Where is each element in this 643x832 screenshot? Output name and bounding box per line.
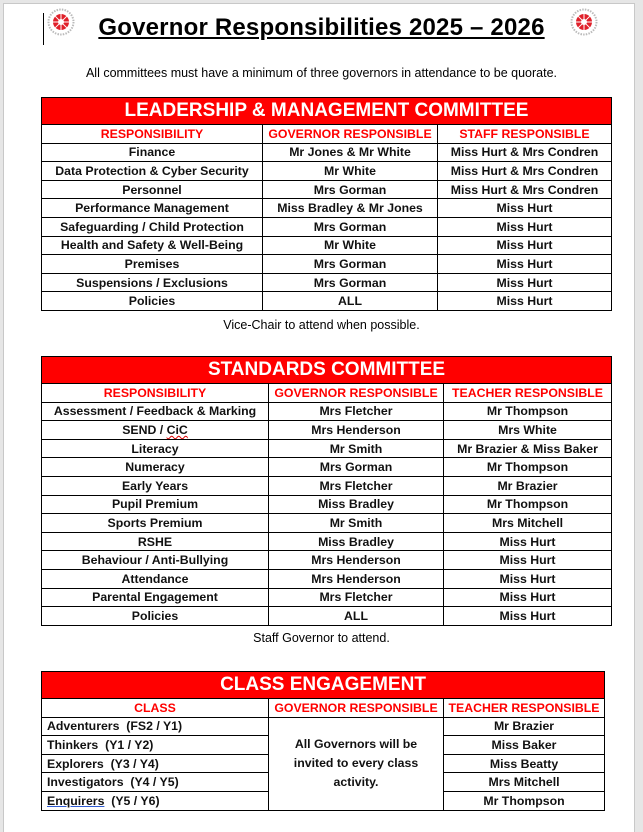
governor-cell: Mr Smith (269, 439, 444, 458)
governor-cell: Mrs Henderson (269, 569, 444, 588)
governor-cell: Mrs Fletcher (269, 476, 444, 495)
class-years: (Y3 / Y4) (103, 756, 159, 771)
table-row (42, 402, 612, 421)
table-row (42, 143, 612, 162)
leadership-committee-table (41, 97, 612, 311)
class-cell (42, 791, 269, 810)
table-row (42, 569, 612, 588)
governor-cell: Mrs Fletcher (269, 402, 444, 421)
class-cell (42, 773, 269, 792)
table-row (42, 588, 612, 607)
column-header: GOVERNOR RESPONSIBLE (263, 125, 438, 144)
staff-cell: Miss Hurt & Mrs Condren (438, 143, 612, 162)
responsibility-cell: Pupil Premium (42, 495, 269, 514)
governor-cell: Mr White (263, 162, 438, 181)
governor-cell: Mrs Henderson (269, 551, 444, 570)
column-header: TEACHER RESPONSIBLE (444, 699, 605, 718)
class-cell (42, 754, 269, 773)
responsibility-cell (42, 421, 269, 440)
class-name: Explorers (47, 756, 104, 771)
column-header: TEACHER RESPONSIBLE (444, 384, 612, 403)
governor-cell: Mr White (263, 236, 438, 255)
teacher-cell: Mrs White (444, 421, 612, 440)
table-row (42, 236, 612, 255)
class-cell (42, 717, 269, 736)
governor-cell: Miss Bradley (269, 495, 444, 514)
table-row (42, 458, 612, 477)
teacher-cell: Miss Baker (444, 736, 605, 755)
class-name: Adventurers (47, 719, 120, 734)
responsibility-cell: Literacy (42, 439, 269, 458)
class-years: (FS2 / Y1) (119, 719, 183, 734)
teacher-cell: Miss Hurt (444, 607, 612, 626)
teacher-cell: Mr Thompson (444, 458, 612, 477)
column-header: STAFF RESPONSIBLE (438, 125, 612, 144)
responsibility-cell: Premises (42, 255, 263, 274)
table-row (42, 421, 612, 440)
teacher-cell: Miss Hurt (444, 569, 612, 588)
table-row (42, 255, 612, 274)
page-title: Governor Responsibilities 2025 – 2026 (98, 14, 545, 41)
standards-committee-table (41, 356, 612, 626)
table-row (42, 514, 612, 533)
governor-cell: Mrs Fletcher (269, 588, 444, 607)
column-header: CLASS (42, 699, 269, 718)
teacher-cell: Mr Thompson (444, 402, 612, 421)
table-row (42, 476, 612, 495)
governor-cell: Miss Bradley (269, 532, 444, 551)
governor-note-cell: All Governors will be invited to every class activity. (269, 717, 444, 810)
responsibility-cell: Numeracy (42, 458, 269, 477)
leadership-note: Vice-Chair to attend when possible. (223, 318, 420, 332)
responsibility-cell: Early Years (42, 476, 269, 495)
teacher-cell: Mr Thompson (444, 495, 612, 514)
governor-cell: Mr Jones & Mr White (263, 143, 438, 162)
governor-cell: Mrs Henderson (269, 421, 444, 440)
class-name: Thinkers (47, 737, 99, 752)
staff-cell: Miss Hurt (438, 273, 612, 292)
staff-cell: Miss Hurt (438, 199, 612, 218)
column-header: RESPONSIBILITY (42, 125, 263, 144)
staff-cell: Miss Hurt (438, 217, 612, 236)
standards-note: Staff Governor to attend. (253, 631, 390, 645)
class-years: (Y1 / Y2) (98, 737, 154, 752)
staff-cell: Miss Hurt & Mrs Condren (438, 180, 612, 199)
responsibility-cell: Personnel (42, 180, 263, 199)
governor-cell: Mrs Gorman (263, 217, 438, 236)
class-years: (Y4 / Y5) (123, 775, 179, 790)
staff-cell: Miss Hurt (438, 292, 612, 311)
governor-cell: Mrs Gorman (263, 255, 438, 274)
staff-cell: Miss Hurt & Mrs Condren (438, 162, 612, 181)
class-name: Investigators (47, 775, 124, 790)
table-row (42, 273, 612, 292)
governor-cell: Mr Smith (269, 514, 444, 533)
responsibility-cell: Safeguarding / Child Protection (42, 217, 263, 236)
table-row (42, 551, 612, 570)
table-row (42, 607, 612, 626)
class-years: (Y5 / Y6) (104, 793, 160, 808)
table-row (42, 162, 612, 181)
teacher-cell: Miss Hurt (444, 588, 612, 607)
governor-cell: Mrs Gorman (263, 273, 438, 292)
column-header: GOVERNOR RESPONSIBLE (269, 699, 444, 718)
teacher-cell: Mr Brazier & Miss Baker (444, 439, 612, 458)
table-row (42, 217, 612, 236)
table-row (42, 199, 612, 218)
responsibility-cell: RSHE (42, 532, 269, 551)
class-engagement-table (41, 671, 605, 811)
teacher-cell: Mr Thompson (444, 791, 605, 810)
responsibility-cell: Policies (42, 292, 263, 311)
column-header: RESPONSIBILITY (42, 384, 269, 403)
table-row (42, 717, 605, 736)
teacher-cell: Miss Beatty (444, 754, 605, 773)
responsibility-cell: Data Protection & Cyber Security (42, 162, 263, 181)
class-cell (42, 736, 269, 755)
responsibility-cell: Attendance (42, 569, 269, 588)
leadership-title: LEADERSHIP & MANAGEMENT COMMITTEE (42, 98, 612, 125)
teacher-cell: Mr Brazier (444, 717, 605, 736)
teacher-cell: Miss Hurt (444, 532, 612, 551)
quorum-note: All committees must have a minimum of three governors in attendance to be quorate. (85, 66, 558, 80)
responsibility-cell: Health and Safety & Well-Being (42, 236, 263, 255)
responsibility-text: SEND / (122, 422, 167, 437)
responsibility-cell: Finance (42, 143, 263, 162)
responsibility-cell: Performance Management (42, 199, 263, 218)
staff-cell: Miss Hurt (438, 236, 612, 255)
standards-title: STANDARDS COMMITTEE (42, 357, 612, 384)
governor-cell: ALL (269, 607, 444, 626)
column-header: GOVERNOR RESPONSIBLE (269, 384, 444, 403)
table-row (42, 439, 612, 458)
responsibility-cell: Parental Engagement (42, 588, 269, 607)
responsibility-cell: Policies (42, 607, 269, 626)
teacher-cell: Mrs Mitchell (444, 773, 605, 792)
table-row (42, 180, 612, 199)
responsibility-cell: Behaviour / Anti-Bullying (42, 551, 269, 570)
cic-text: CiC (166, 422, 188, 437)
responsibility-cell: Assessment / Feedback & Marking (42, 402, 269, 421)
teacher-cell: Miss Hurt (444, 551, 612, 570)
class-engagement-title: CLASS ENGAGEMENT (42, 672, 605, 699)
table-row (42, 292, 612, 311)
governor-cell: ALL (263, 292, 438, 311)
governor-cell: Miss Bradley & Mr Jones (263, 199, 438, 218)
staff-cell: Miss Hurt (438, 255, 612, 274)
table-row (42, 495, 612, 514)
responsibility-cell: Sports Premium (42, 514, 269, 533)
table-row (42, 532, 612, 551)
teacher-cell: Mr Brazier (444, 476, 612, 495)
governor-cell: Mrs Gorman (269, 458, 444, 477)
teacher-cell: Mrs Mitchell (444, 514, 612, 533)
class-name: Enquirers (47, 793, 105, 808)
responsibility-cell: Suspensions / Exclusions (42, 273, 263, 292)
governor-cell: Mrs Gorman (263, 180, 438, 199)
